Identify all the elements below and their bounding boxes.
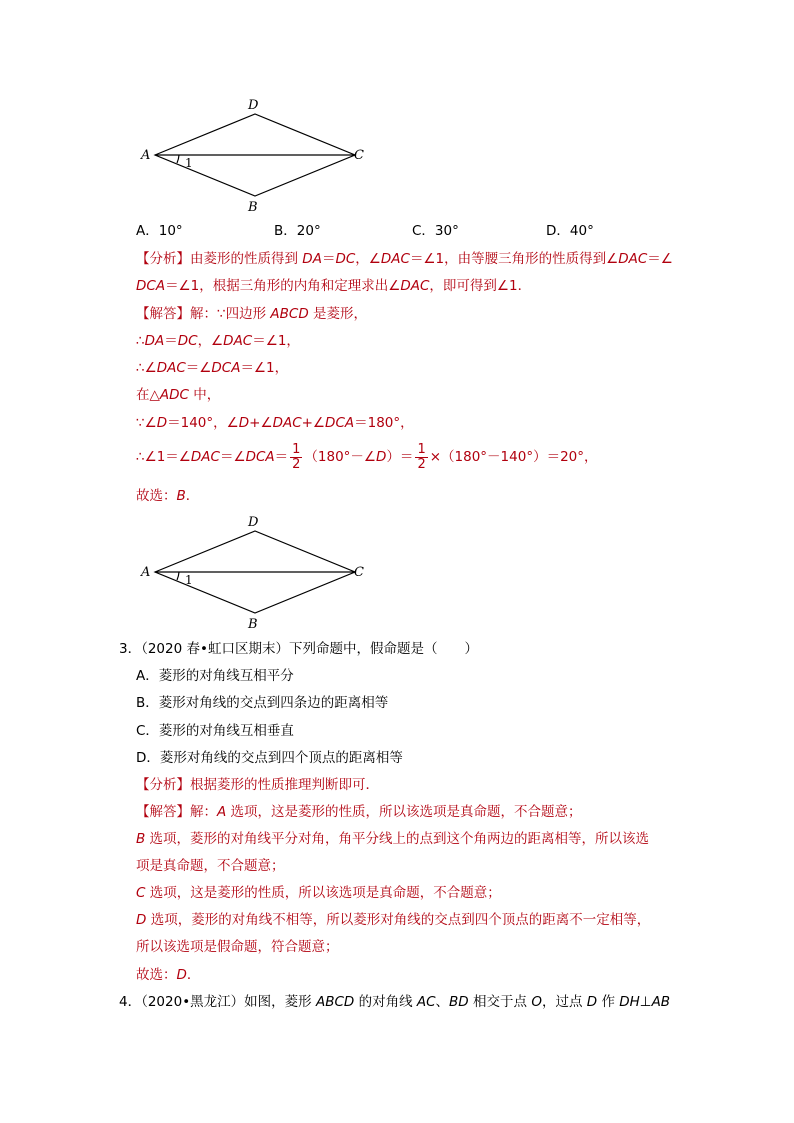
text: ADC	[159, 387, 189, 403]
text: 故选：	[136, 488, 177, 504]
text: ABCD	[270, 306, 309, 322]
text: DAC	[400, 278, 430, 294]
text: 根据菱形的性质推理判断即可．	[190, 777, 379, 793]
text: D	[238, 415, 250, 431]
text: ＝∠1，	[240, 360, 289, 376]
choice-b: B．20°	[274, 223, 321, 239]
text: DAC	[223, 333, 253, 349]
text: 故选：	[136, 967, 177, 983]
q3-solution-line-2	[136, 830, 649, 848]
text: 相交于点	[468, 994, 532, 1010]
q4-stem	[119, 993, 670, 1011]
text: ＝	[274, 449, 289, 465]
text: ＝	[164, 333, 178, 349]
text: O	[531, 994, 542, 1010]
text: 选项，菱形的对角线平分对角，角平分线上的点到这个角两边的距离相等，所以该选	[145, 831, 650, 847]
text: 选项，这是菱形的性质，所以该选项是真命题，不合题意；	[226, 804, 582, 820]
fraction-denominator: 2	[292, 456, 301, 472]
text: ，∠	[197, 333, 224, 349]
text: ＝∠1，由等腰三角形的性质得到∠	[409, 251, 619, 267]
text: DCA	[325, 415, 355, 431]
fraction-half	[290, 443, 302, 472]
fraction-half	[415, 443, 427, 472]
q3-choice-a: A．菱形的对角线互相平分	[136, 668, 294, 684]
text: ，∠	[355, 251, 381, 267]
q2-solution-line-3	[136, 359, 288, 377]
text: 解：∵四边形	[190, 306, 271, 322]
q3-solution-line-5	[136, 911, 650, 929]
text: ，过点	[541, 994, 587, 1010]
text: 4．（2020•黑龙江）如图，菱形	[119, 994, 316, 1010]
q2-analysis-line-1	[136, 250, 673, 268]
q3-solution-line-7	[136, 966, 200, 984]
q3-solution-line-1	[136, 803, 582, 821]
text: ＝∠	[185, 360, 212, 376]
choice-c: C．30°	[412, 223, 459, 239]
text: DAC	[190, 449, 220, 465]
solution-tag: 【解答】	[136, 306, 190, 322]
q3-analysis	[136, 776, 379, 794]
q3-solution-line-4	[136, 884, 501, 902]
label-b: B	[248, 617, 258, 632]
text: C	[136, 885, 146, 901]
text: +∠	[249, 415, 273, 431]
text: ⊥	[639, 994, 652, 1010]
text: DCA	[211, 360, 241, 376]
text: DAC	[618, 251, 648, 267]
label-angle-1: 1	[185, 573, 193, 587]
label-a: A	[141, 565, 151, 580]
text: DA	[302, 251, 322, 267]
q3-choice-b: B．菱形对角线的交点到四条边的距离相等	[136, 695, 389, 711]
text: BD	[449, 994, 469, 1010]
choice-d: D．40°	[546, 223, 594, 239]
text: ＝∠1，	[252, 333, 300, 349]
text: ．	[186, 967, 201, 983]
label-d: D	[248, 515, 259, 530]
text: DAC	[156, 360, 186, 376]
text: 作	[597, 994, 620, 1010]
text: 是菱形，	[308, 306, 368, 322]
text: DC	[335, 251, 356, 267]
text: ＝	[321, 251, 336, 267]
text: AB	[651, 994, 671, 1010]
q3-solution-line-3: 项是真命题，不合题意；	[136, 858, 285, 874]
angle-arc	[177, 155, 179, 163]
q2-solution-line-1	[136, 305, 367, 323]
text: DH	[619, 994, 640, 1010]
text: D	[176, 967, 187, 983]
analysis-tag: 【分析】	[136, 251, 190, 267]
text: DAC	[272, 415, 302, 431]
text: A	[217, 804, 227, 820]
text: ∴	[136, 333, 145, 349]
fraction-numerator: 1	[417, 441, 426, 457]
q2-solution-line-7	[136, 487, 199, 505]
text: ＝140°，∠	[167, 415, 239, 431]
text: D	[376, 449, 387, 465]
analysis-tag: 【分析】	[136, 777, 190, 793]
text: ∴∠	[136, 360, 157, 376]
text: ∴∠1＝∠	[136, 449, 191, 465]
rhombus-figure-1	[135, 95, 375, 215]
text: ＝∠	[219, 449, 246, 465]
text: ×（180°－140°）＝20°，	[429, 449, 598, 465]
text: DCA	[136, 278, 166, 294]
text: （180°－∠	[304, 449, 377, 465]
text: AC	[416, 994, 436, 1010]
text: DA	[144, 333, 165, 349]
label-d: D	[248, 98, 259, 113]
choice-a: A．10°	[136, 223, 183, 239]
label-c: C	[354, 148, 364, 163]
text: ＝180°，	[354, 415, 414, 431]
text: D	[136, 912, 147, 928]
text: DCA	[245, 449, 275, 465]
q3-choice-d: D．菱形对角线的交点到四个顶点的距离相等	[136, 750, 403, 766]
q3-solution-line-6: 所以该选项是假命题，符合题意；	[136, 939, 339, 955]
text: +∠	[301, 415, 326, 431]
text: ∵∠	[136, 415, 157, 431]
q2-solution-line-4	[136, 386, 220, 404]
text: 选项，这是菱形的性质，所以该选项是真命题，不合题意；	[145, 885, 501, 901]
text: D	[586, 994, 598, 1010]
q2-analysis-line-2	[136, 277, 531, 295]
q2-solution-line-2	[136, 332, 300, 350]
q2-solution-line-5	[136, 414, 414, 432]
text: ＝∠1，根据三角形的内角和定理求出∠	[165, 278, 401, 294]
text: 的对角线	[354, 994, 417, 1010]
fraction-numerator: 1	[292, 441, 301, 457]
solution-tag: 【解答】	[136, 804, 190, 820]
text: DC	[177, 333, 198, 349]
text: ABCD	[315, 994, 355, 1010]
text: D	[156, 415, 168, 431]
label-c: C	[354, 565, 364, 580]
angle-arc	[177, 572, 179, 580]
text: 解：	[190, 804, 217, 820]
q3-choice-c: C．菱形的对角线互相垂直	[136, 723, 294, 739]
text: 选项，菱形的对角线不相等，所以菱形对角线的交点到四个顶点的距离不一定相等，	[146, 912, 651, 928]
label-b: B	[248, 200, 258, 215]
text: DAC	[380, 251, 410, 267]
text: ，即可得到∠1．	[429, 278, 532, 294]
fraction-denominator: 2	[417, 456, 426, 472]
text: ．	[185, 488, 200, 504]
text: 由菱形的性质得到	[190, 251, 303, 267]
q3-stem: 3．（2020 春•虹口区期末）下列命题中，假命题是（ ）	[119, 641, 478, 657]
text: B	[176, 488, 186, 504]
text: 、	[435, 994, 450, 1010]
rhombus-figure-2	[135, 512, 375, 632]
text: 在△	[136, 387, 160, 403]
text: B	[136, 831, 146, 847]
label-angle-1: 1	[185, 156, 193, 170]
text: ＝∠	[647, 251, 673, 267]
text: 中，	[188, 387, 221, 403]
text: ）＝	[386, 449, 414, 465]
label-a: A	[141, 148, 151, 163]
q2-solution-line-6	[136, 440, 598, 474]
